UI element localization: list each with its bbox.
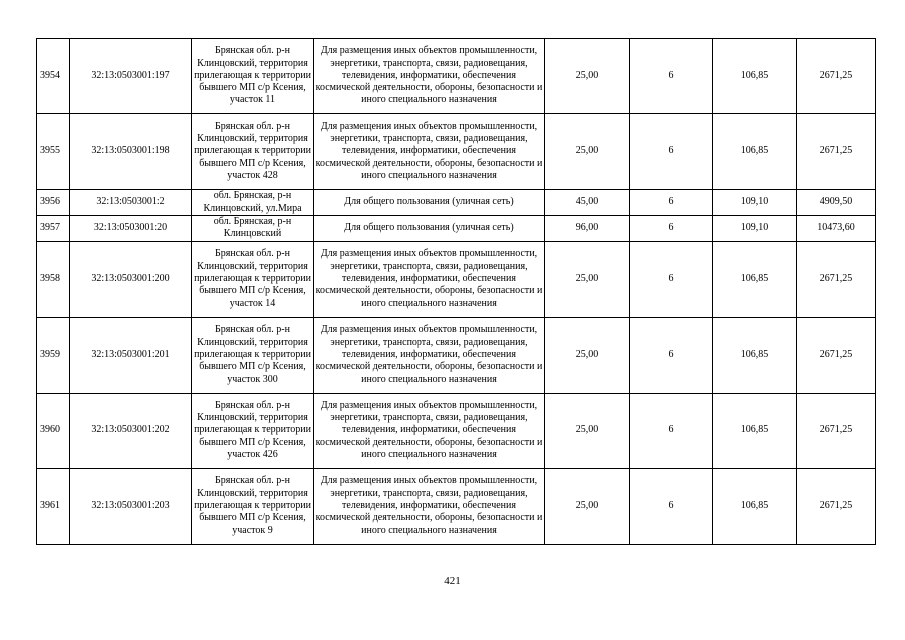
permitted-use: Для размещения иных объектов промышленности, энергетики, транспорта, связи, радиовещания, телевидения, информатики, обеспечения космической деятельности, обороны, безопасности и иного специального назначения <box>314 468 545 544</box>
cadastral-value: 2671,25 <box>797 114 876 190</box>
permitted-use: Для общего пользования (уличная сеть) <box>314 190 545 216</box>
group-number: 6 <box>630 241 713 317</box>
cadastral-number: 32:13:0503001:2 <box>70 190 192 216</box>
group-number: 6 <box>630 39 713 114</box>
permitted-use: Для размещения иных объектов промышленности, энергетики, транспорта, связи, радиовещания, телевидения, информатики, обеспечения космической деятельности, обороны, безопасности и иного специального назначения <box>314 114 545 190</box>
plot-area: 25,00 <box>545 317 630 393</box>
plot-area: 25,00 <box>545 114 630 190</box>
plot-area: 25,00 <box>545 39 630 114</box>
cadastral-number: 32:13:0503001:200 <box>70 241 192 317</box>
row-number: 3961 <box>37 468 70 544</box>
cadastral-number: 32:13:0503001:197 <box>70 39 192 114</box>
cadastral-number: 32:13:0503001:201 <box>70 317 192 393</box>
specific-value: 106,85 <box>713 468 797 544</box>
plot-address: Брянская обл. р-н Клинцовский, территория прилегающая к территории бывшего МП с/р Ксения, участок 14 <box>192 241 314 317</box>
plot-address: обл. Брянская, р-н Клинцовский <box>192 216 314 242</box>
permitted-use: Для общего пользования (уличная сеть) <box>314 216 545 242</box>
plot-address: Брянская обл. р-н Клинцовский, территория прилегающая к территории бывшего МП с/р Ксения, участок 9 <box>192 468 314 544</box>
cadastral-value: 10473,60 <box>797 216 876 242</box>
group-number: 6 <box>630 190 713 216</box>
row-number: 3955 <box>37 114 70 190</box>
specific-value: 106,85 <box>713 393 797 468</box>
table-row <box>37 468 876 544</box>
cadastral-value: 2671,25 <box>797 317 876 393</box>
row-number: 3958 <box>37 241 70 317</box>
table-row <box>37 190 876 216</box>
plot-address: Брянская обл. р-н Клинцовский, территория прилегающая к территории бывшего МП с/р Ксения, участок 428 <box>192 114 314 190</box>
page-number: 421 <box>444 575 461 587</box>
group-number: 6 <box>630 114 713 190</box>
specific-value: 106,85 <box>713 317 797 393</box>
table-row <box>37 216 876 242</box>
permitted-use: Для размещения иных объектов промышленности, энергетики, транспорта, связи, радиовещания, телевидения, информатики, обеспечения космической деятельности, обороны, безопасности и иного специального назначения <box>314 241 545 317</box>
permitted-use: Для размещения иных объектов промышленности, энергетики, транспорта, связи, радиовещания, телевидения, информатики, обеспечения космической деятельности, обороны, безопасности и иного специального назначения <box>314 39 545 114</box>
group-number: 6 <box>630 216 713 242</box>
row-number: 3954 <box>37 39 70 114</box>
group-number: 6 <box>630 468 713 544</box>
plot-address: Брянская обл. р-н Клинцовский, территория прилегающая к территории бывшего МП с/р Ксения, участок 11 <box>192 39 314 114</box>
specific-value: 106,85 <box>713 39 797 114</box>
cadastral-value: 2671,25 <box>797 468 876 544</box>
group-number: 6 <box>630 317 713 393</box>
row-number: 3956 <box>37 190 70 216</box>
plot-area: 96,00 <box>545 216 630 242</box>
cadastral-number: 32:13:0503001:198 <box>70 114 192 190</box>
cadastral-value: 2671,25 <box>797 39 876 114</box>
table-row <box>37 114 876 190</box>
cadastral-number: 32:13:0503001:203 <box>70 468 192 544</box>
table-row <box>37 39 876 114</box>
row-number: 3960 <box>37 393 70 468</box>
table-row <box>37 317 876 393</box>
cadastral-value: 2671,25 <box>797 393 876 468</box>
plot-address: Брянская обл. р-н Клинцовский, территория прилегающая к территории бывшего МП с/р Ксения, участок 300 <box>192 317 314 393</box>
cadastral-number: 32:13:0503001:20 <box>70 216 192 242</box>
plot-area: 25,00 <box>545 393 630 468</box>
specific-value: 106,85 <box>713 241 797 317</box>
plot-area: 45,00 <box>545 190 630 216</box>
row-number: 3957 <box>37 216 70 242</box>
cadastral-number: 32:13:0503001:202 <box>70 393 192 468</box>
plot-address: обл. Брянская, р-н Клинцовский, ул.Мира <box>192 190 314 216</box>
row-number: 3959 <box>37 317 70 393</box>
group-number: 6 <box>630 393 713 468</box>
land-plots-table <box>36 38 876 545</box>
table-row <box>37 393 876 468</box>
plot-area: 25,00 <box>545 468 630 544</box>
cadastral-value: 4909,50 <box>797 190 876 216</box>
specific-value: 106,85 <box>713 114 797 190</box>
specific-value: 109,10 <box>713 190 797 216</box>
permitted-use: Для размещения иных объектов промышленности, энергетики, транспорта, связи, радиовещания, телевидения, информатики, обеспечения космической деятельности, обороны, безопасности и иного специального назначения <box>314 317 545 393</box>
specific-value: 109,10 <box>713 216 797 242</box>
cadastral-value: 2671,25 <box>797 241 876 317</box>
table-row <box>37 241 876 317</box>
plot-address: Брянская обл. р-н Клинцовский, территория прилегающая к территории бывшего МП с/р Ксения, участок 426 <box>192 393 314 468</box>
plot-area: 25,00 <box>545 241 630 317</box>
permitted-use: Для размещения иных объектов промышленности, энергетики, транспорта, связи, радиовещания, телевидения, информатики, обеспечения космической деятельности, обороны, безопасности и иного специального назначения <box>314 393 545 468</box>
